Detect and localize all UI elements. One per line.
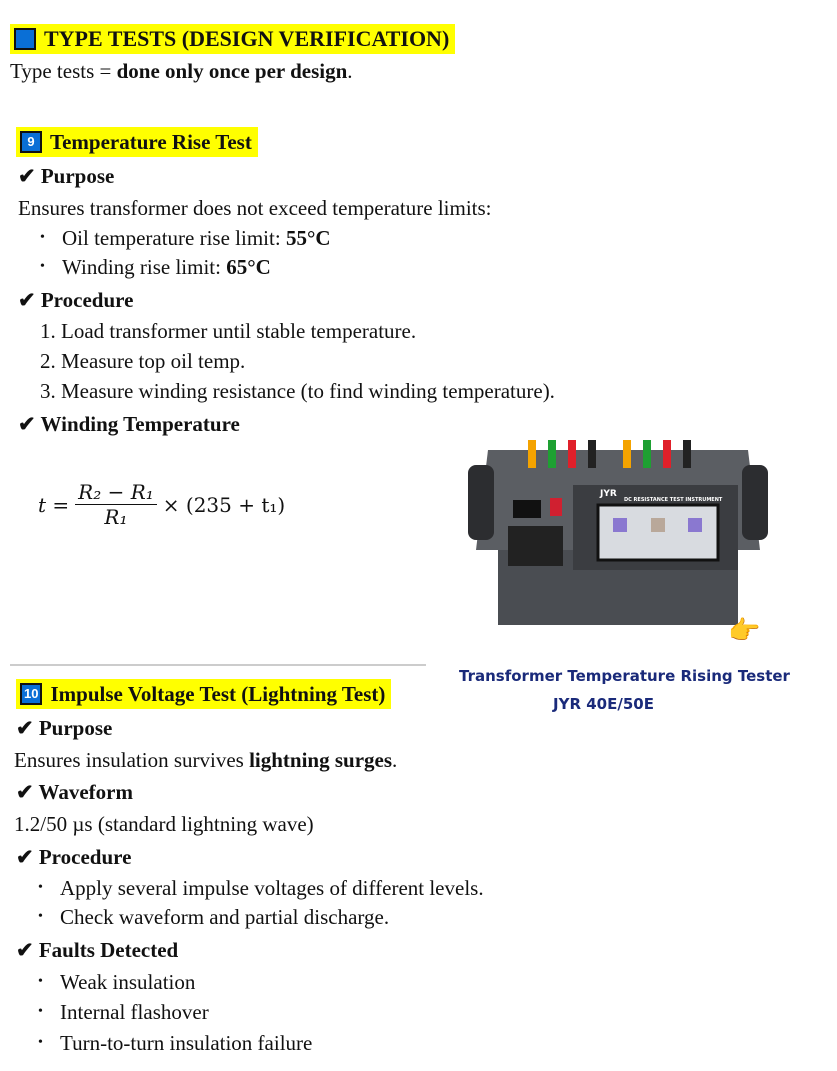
check-icon: ✔	[18, 288, 36, 312]
s10-procedure-heading	[16, 844, 131, 870]
list-item: • Internal flashover	[60, 999, 209, 1025]
pointing-hand-icon: 👉	[728, 616, 761, 645]
product-model: JYR 40E/50E	[553, 695, 654, 713]
check-icon: ✔	[16, 845, 34, 869]
heading-text: Purpose	[38, 716, 113, 740]
product-caption: Transformer Temperature Rising Tester	[459, 667, 790, 685]
text: Ensures insulation survives	[14, 748, 250, 772]
s9-winding-heading	[18, 411, 240, 437]
heading-text: Waveform	[38, 780, 133, 804]
panel-label: DC RESISTANCE TEST INSTRUMENT	[624, 497, 723, 503]
list-item: • Apply several impulse voltages of different levels.	[60, 875, 484, 901]
title-text: TYPE TESTS (DESIGN VERIFICATION)	[44, 26, 450, 51]
heading-text: Purpose	[40, 164, 115, 188]
heading-text: Procedure	[40, 288, 134, 312]
bold-text: lightning surges	[249, 748, 393, 772]
formula-numerator: R₂ − R₁	[75, 480, 157, 505]
s10-faults-heading	[16, 937, 178, 963]
winding-temperature-formula	[38, 480, 285, 529]
number-badge-icon: 9	[20, 131, 42, 153]
list-item: 2. Measure top oil temp.	[40, 349, 246, 373]
s10-title: Impulse Voltage Test (Lightning Test)	[50, 682, 386, 706]
intro-suffix: .	[347, 59, 353, 83]
s10-waveform-heading	[16, 779, 133, 805]
list-item: • Check waveform and partial discharge.	[60, 904, 389, 930]
list-item	[62, 254, 271, 280]
formula-denominator: R₁	[104, 505, 128, 529]
s10-heading	[16, 678, 391, 709]
s9-title: Temperature Rise Test	[50, 130, 252, 154]
blue-square-icon	[14, 28, 36, 50]
brand-label: JYR	[600, 489, 617, 499]
list-item	[62, 225, 331, 251]
limit-value: 55°C	[285, 226, 331, 250]
product-image	[468, 430, 768, 630]
s10-purpose-heading	[16, 715, 112, 741]
check-icon: ✔	[16, 716, 34, 740]
list-item: 1. Load transformer until stable temperature.	[40, 319, 417, 343]
heading-text: Winding Temperature	[40, 412, 240, 436]
check-icon: ✔	[18, 412, 36, 436]
list-item: 3. Measure winding resistance (to find winding temperature).	[40, 379, 555, 403]
limit-value: 65°C	[226, 255, 271, 279]
divider	[10, 664, 426, 666]
formula-fraction	[75, 480, 157, 529]
intro-bold: done only once per design	[116, 59, 348, 83]
limit-label: Oil temperature rise limit:	[62, 226, 286, 250]
list-item: • Weak insulation	[60, 969, 195, 995]
formula-lhs: t =	[38, 492, 70, 517]
waveform-text: 1.2/50 µs (standard lightning wave)	[14, 812, 314, 836]
s9-purpose-text: Ensures transformer does not exceed temperature limits:	[18, 196, 492, 220]
check-icon: ✔	[16, 780, 34, 804]
limit-label: Winding rise limit:	[62, 255, 227, 279]
intro	[10, 58, 353, 84]
check-icon: ✔	[16, 938, 34, 962]
number-badge-icon: 10	[20, 683, 42, 705]
section-title	[10, 24, 455, 56]
s9-heading	[16, 126, 258, 157]
heading-text: Faults Detected	[38, 938, 179, 962]
check-icon: ✔	[18, 164, 36, 188]
heading-text: Procedure	[38, 845, 132, 869]
s10-purpose-text	[14, 747, 397, 773]
list-item: • Turn-to-turn insulation failure	[60, 1030, 312, 1056]
s9-procedure-heading	[18, 287, 133, 313]
intro-prefix: Type tests =	[10, 59, 117, 83]
s9-purpose-heading	[18, 163, 114, 189]
text: .	[392, 748, 398, 772]
formula-rest: × (235 + t₁)	[162, 492, 286, 517]
